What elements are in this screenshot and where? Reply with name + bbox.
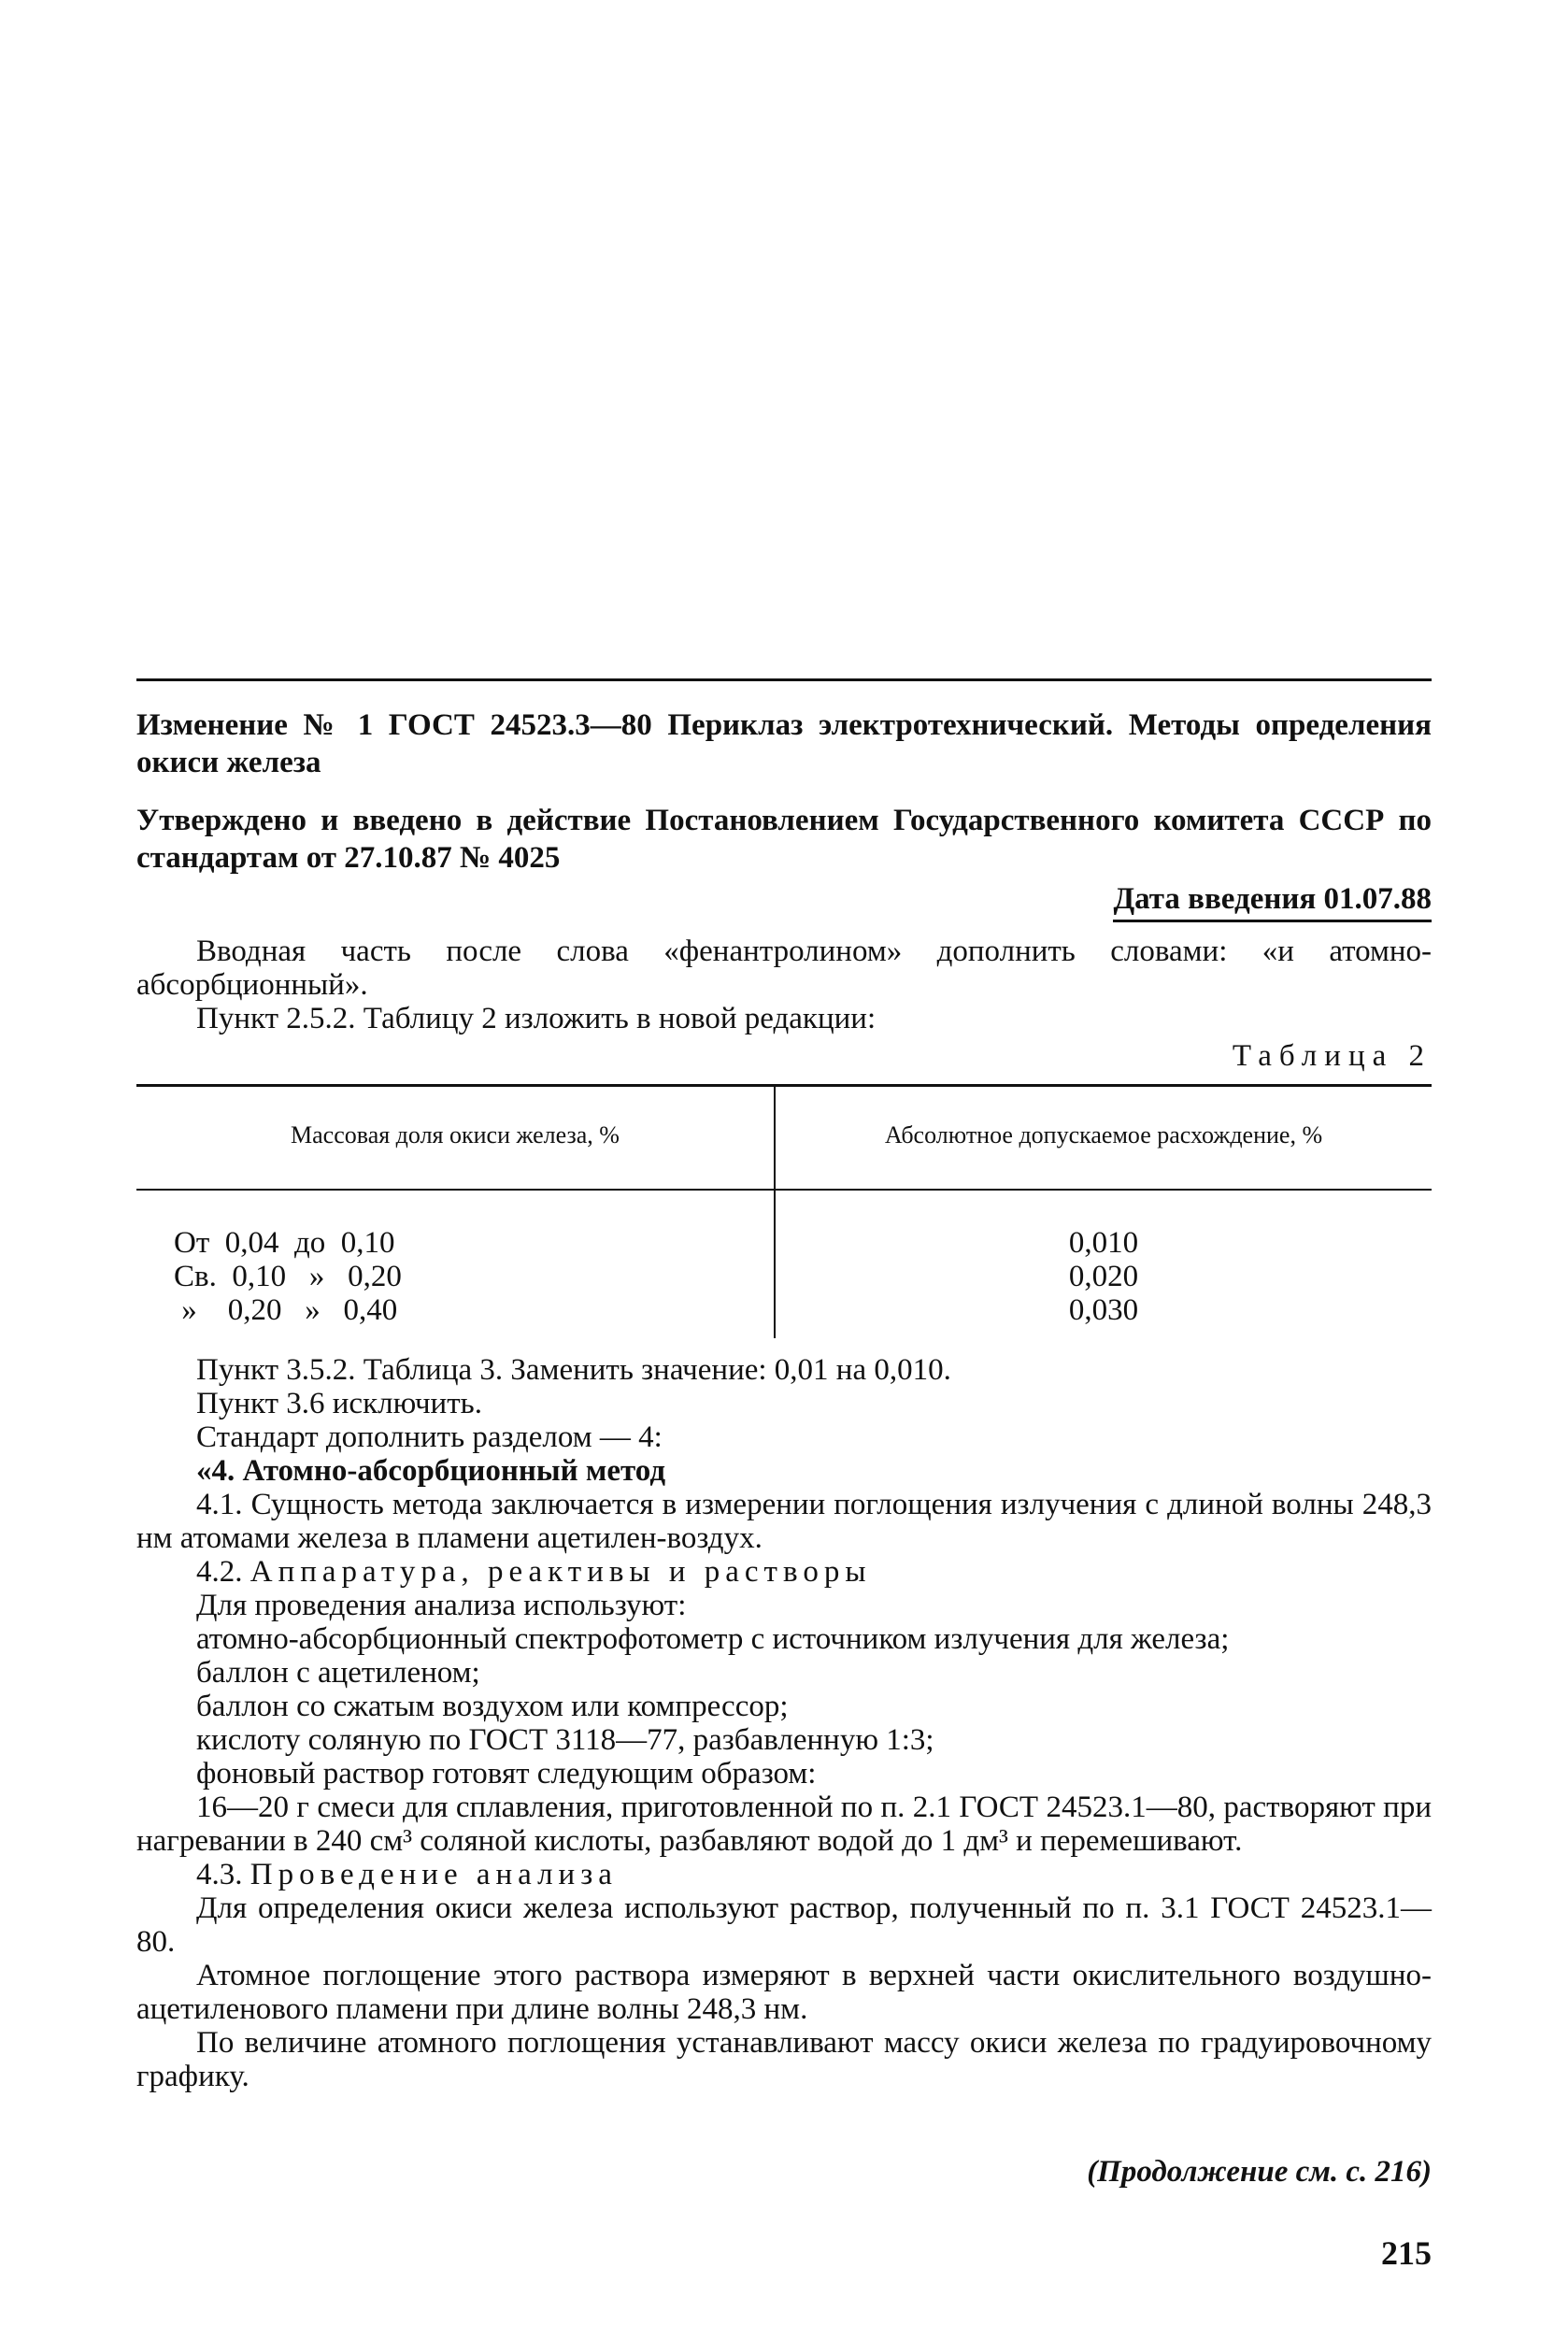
paragraph: Для проведения анализа используют:: [196, 1589, 687, 1622]
table-2: [136, 1084, 1432, 1353]
table-row-range: » 0,20 » 0,40: [174, 1293, 398, 1327]
section-number: 4.3.: [196, 1858, 243, 1891]
change-title: Изменение № 1 ГОСТ 24523.3—80 Периклаз электротехнический. Методы определения окиси железа: [136, 708, 1432, 779]
top-rule: [136, 678, 1432, 681]
paragraph: атомно-абсорбционный спектрофотометр с источником излучения для железа;: [196, 1622, 1230, 1656]
document-page: [136, 0, 1432, 2340]
section-4-2-heading: [136, 1555, 1432, 1589]
section-number: 4.2.: [196, 1555, 243, 1589]
approval-statement: Утверждено и введено в действие Постановлением Государственного комитета СССР по стандартам от 27.10.87 № 4025: [136, 804, 1432, 875]
section-4-3-heading: [136, 1858, 1432, 1891]
document-header: [136, 706, 1432, 922]
paragraph: 16—20 г смеси для сплавления, приготовленной по п. 2.1 ГОСТ 24523.1—80, растворяют при нагревании в 240 см³ соляной кислоты, разбавляют водой до 1 дм³ и перемешивают.: [136, 1791, 1432, 1858]
table-instruction: Пункт 2.5.2. Таблицу 2 изложить в новой редакции:: [196, 1002, 877, 1035]
paragraph: Атомное поглощение этого раствора измеряют в верхней части окислительного воздушно-ацетиленового пламени при длине волны 248,3 нм.: [136, 1959, 1432, 2026]
table-ranges: [174, 1226, 402, 1327]
table-row-value: 0,020: [1068, 1260, 1139, 1293]
section-4-1: 4.1. Сущность метода заключается в измерении поглощения излучения с длиной волны 248,3 нм атомами железа в пламени ацетилен-воздух.: [136, 1488, 1432, 1555]
table-row-value: 0,010: [1068, 1226, 1139, 1260]
section-4-2-title: Аппаратура, реактивы и растворы: [249, 1555, 872, 1589]
page-number: 215: [1381, 2234, 1432, 2272]
table-row-range: Св. 0,10 » 0,20: [174, 1260, 402, 1293]
paragraph: Стандарт дополнить разделом — 4:: [196, 1420, 663, 1454]
paragraph: фоновый раствор готовят следующим образом:: [196, 1757, 817, 1791]
table-header-rule: [136, 1189, 1432, 1191]
paragraph: По величине атомного поглощения устанавливают массу окиси железа по градуировочному графику.: [136, 2026, 1432, 2093]
table-values: [776, 1226, 1432, 1327]
paragraph: Пункт 3.6 исключить.: [196, 1387, 482, 1420]
table-row-range: От 0,04 до 0,10: [174, 1226, 395, 1260]
paragraph: баллон с ацетиленом;: [196, 1656, 480, 1690]
table-header-mass-fraction: Массовая доля окиси железа, %: [291, 1121, 620, 1149]
table-row-value: 0,030: [1068, 1293, 1139, 1327]
paragraph: Пункт 3.5.2. Таблица 3. Заменить значение: 0,01 на 0,010.: [196, 1353, 951, 1387]
table-top-rule: [136, 1084, 1432, 1087]
document-body: [136, 935, 1432, 2093]
table-header-tolerance: Абсолютное допускаемое расхождение, %: [884, 1121, 1323, 1149]
table-caption: Таблица 2: [1232, 1039, 1432, 1073]
effective-date: Дата введения 01.07.88: [1113, 880, 1432, 922]
paragraph: Для определения окиси железа используют раствор, полученный по п. 3.1 ГОСТ 24523.1—80.: [136, 1891, 1432, 1959]
section-4-3-title: Проведение анализа: [249, 1858, 618, 1891]
effective-date-line: [136, 880, 1432, 922]
continuation-note: (Продолжение см. с. 216): [1087, 2155, 1432, 2189]
section-4-title: «4. Атомно-абсорбционный метод: [196, 1454, 666, 1488]
intro-paragraph: Вводная часть после слова «фенантролином» дополнить словами: «и атомно-абсорбционный».: [136, 935, 1432, 1002]
paragraph: кислоту соляную по ГОСТ 3118—77, разбавленную 1:3;: [196, 1723, 934, 1757]
paragraph: баллон со сжатым воздухом или компрессор;: [196, 1690, 789, 1723]
